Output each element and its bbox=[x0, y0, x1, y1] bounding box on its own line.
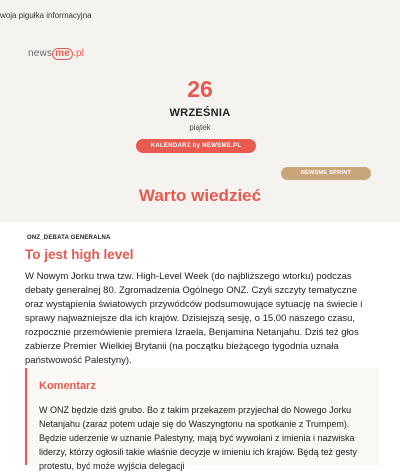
date-day: 26 bbox=[187, 76, 213, 102]
comment-body: W ONZ będzie dziś grubo. Bo z takim przekazem przyjechał do Nowego Jorku Netanjahu (zaraz potem udaje się do Waszyngtonu na spotkanie z Trumpem). Będzie uderzenie w uznanie Palestyny, mają być wywołani z imienia i nazwiska liderzy, którzy ogłosili takie właśnie decyzje w imieniu ich krajów. Będą też gesty protestu, być może wyjścia delegacji bbox=[39, 405, 357, 471]
newsletter-header bbox=[0, 0, 400, 222]
article-title: To jest high level bbox=[25, 247, 134, 262]
logo-prefix: news bbox=[28, 48, 53, 59]
comment-box bbox=[25, 368, 379, 471]
section-title: Warto wiedzieć bbox=[138, 186, 262, 205]
calendar-button[interactable]: KALENDARZ by NEWSME.PL bbox=[136, 139, 256, 153]
tagline: woja pigułka informacyjna bbox=[0, 11, 92, 20]
sprint-button[interactable]: NEWSME SPRINT bbox=[281, 167, 371, 180]
date-weekday: piątek bbox=[189, 123, 211, 132]
newsme-logo[interactable] bbox=[28, 48, 84, 60]
comment-title: Komentarz bbox=[39, 380, 96, 392]
date-month: WRZEŚNIA bbox=[169, 107, 231, 119]
article-category: ONZ_DEBATA GENERALNA bbox=[27, 235, 111, 241]
logo-suffix: .pl bbox=[73, 48, 85, 59]
article-body: W Nowym Jorku trwa tzw. High-Level Week (do najbliższego wtorku) podczas debaty generalnej 80. Zgromadzenia Ogólnego ONZ. Czyli szczyty tematyczne oraz wystąpienia światowych przywódców podsumowujące sytuację na świecie i sprawy najważniejsze dla ich krajów. Dzisiejszą sesję, o 15.00 naszego czasu, rozpocznie przemówienie premiera Izraela, Benjamina Netanjahu. Dziś też głos zabierze Premier Wielkiej Brytanii (na początku bieżącego tygodnia uznała państwowość Palestyny). bbox=[25, 271, 363, 366]
logo-bubble: me bbox=[52, 48, 73, 60]
